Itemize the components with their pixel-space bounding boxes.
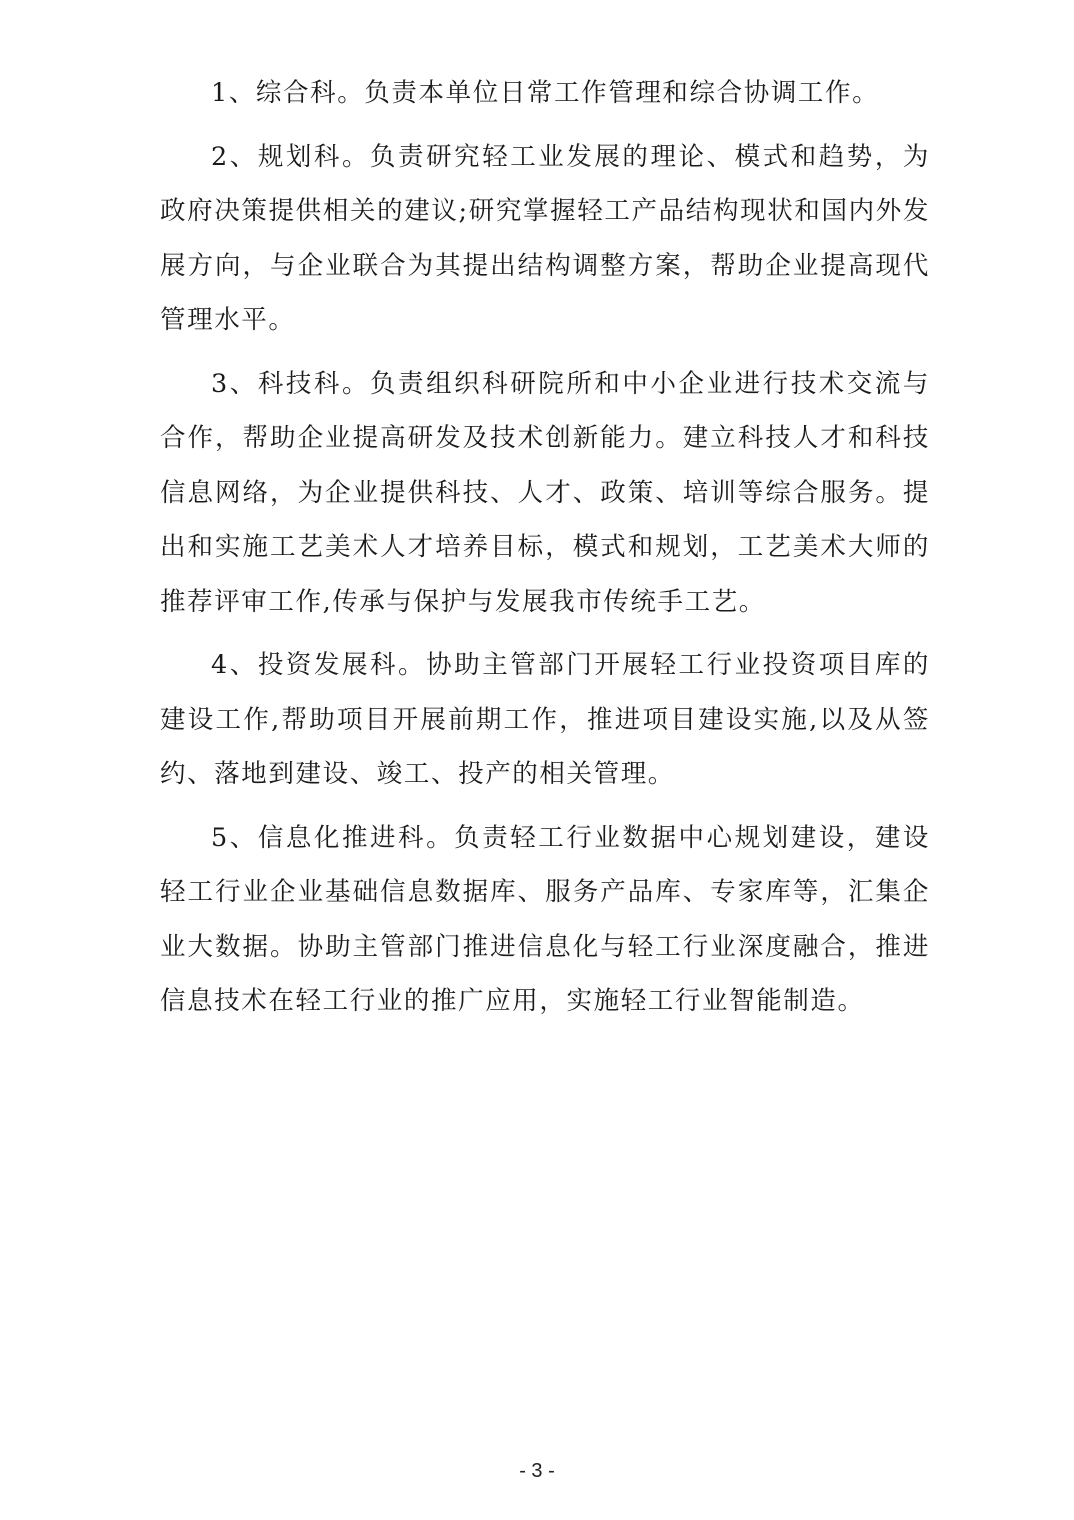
paragraph-informatization-section: 5、信息化推进科。负责轻工行业数据中心规划建设，建设轻工行业企业基础信息数据库、服务产品库、专家库等，汇集企业大数据。协助主管部门推进信息化与轻工行业深度融合，推进信息技术在轻工行业的推广应用，实施轻工行业智能制造。 — [160, 822, 930, 1016]
paragraph-technology-section: 3、科技科。负责组织科研院所和中小企业进行技术交流与合作，帮助企业提高研发及技术创新能力。建立科技人才和科技信息网络，为企业提供科技、人才、政策、培训等综合服务。提出和实施工艺美术人才培养目标，模式和规划，工艺美术大师的推荐评审工作,传承与保护与发展我市传统手工艺。 — [160, 368, 930, 617]
paragraph-general-section: 1、综合科。负责本单位日常工作管理和综合协调工作。 — [211, 78, 880, 108]
page-number: - 3 - — [519, 1460, 555, 1482]
paragraph-investment-section: 4、投资发展科。协助主管部门开展轻工行业投资项目库的建设工作,帮助项目开展前期工作，推进项目建设实施,以及从签约、落地到建设、竣工、投产的相关管理。 — [160, 650, 930, 789]
document-body — [160, 66, 930, 1038]
paragraph-planning-section: 2、规划科。负责研究轻工业发展的理论、模式和趋势，为政府决策提供相关的建议;研究掌握轻工产品结构现状和国内外发展方向，与企业联合为其提出结构调整方案，帮助企业提高现代管理水平。 — [160, 141, 930, 335]
